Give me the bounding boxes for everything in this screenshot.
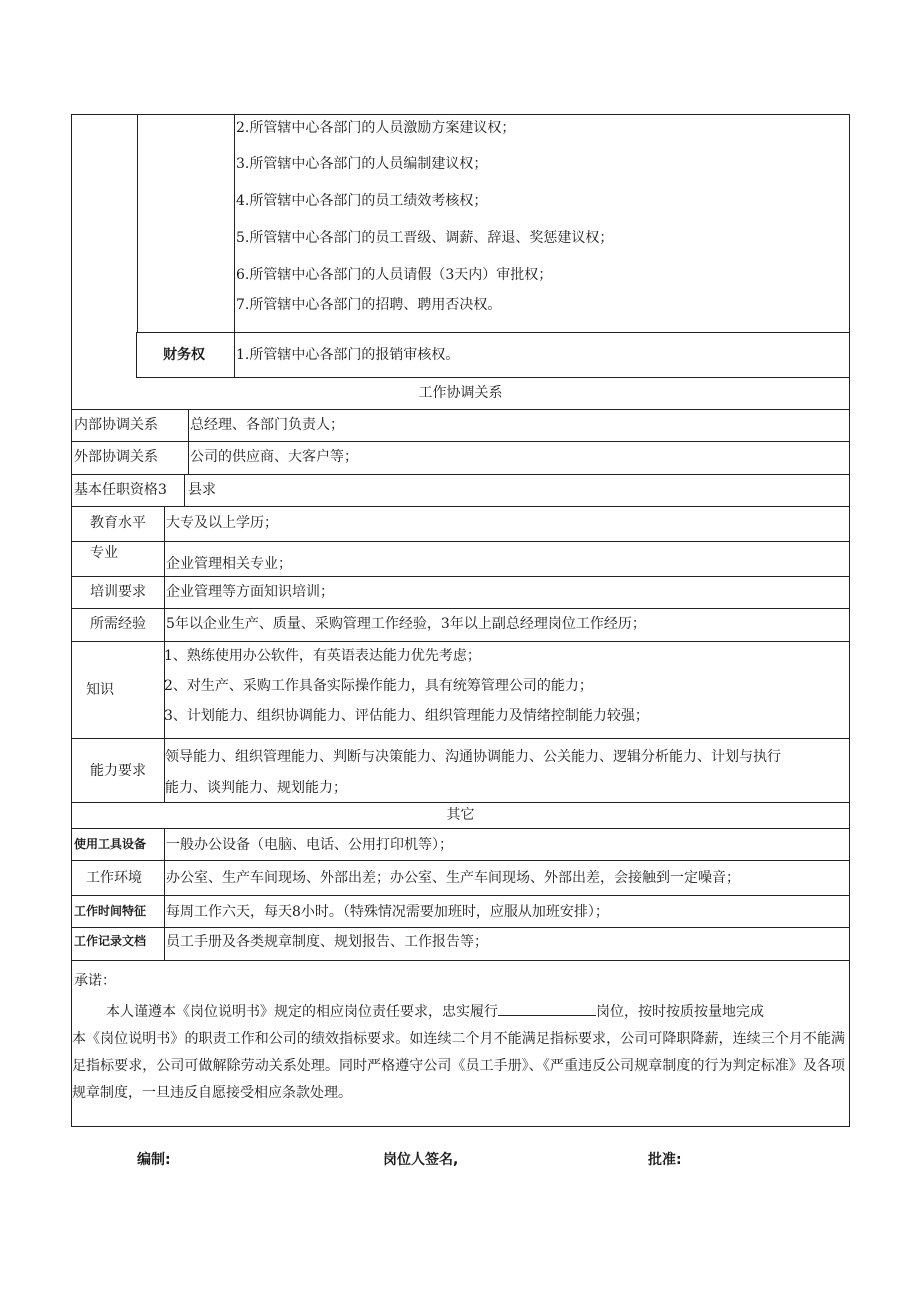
external-coordination-label: 外部协调关系 xyxy=(74,449,158,465)
experience-label: 所需经验 xyxy=(90,616,146,632)
coordination-header xyxy=(71,378,850,410)
tools-row xyxy=(71,829,850,861)
work-time-row xyxy=(71,896,850,928)
personnel-right-item: 6.所管辖中心各部门的人员请假（3天内）审批权； xyxy=(236,267,553,283)
environment-label: 工作环境 xyxy=(86,870,142,886)
personnel-right-item: 7.所管辖中心各部门的招聘、聘用否决权。 xyxy=(236,297,502,313)
personnel-right-item: 3.所管辖中心各部门的人员编制建议权； xyxy=(236,156,488,172)
coordination-title: 工作协调关系 xyxy=(418,385,503,401)
qualification-header-row xyxy=(71,475,850,507)
knowledge-item: 2、对生产、采购工作具备实际操作能力，具有统筹管理公司的能力； xyxy=(164,678,593,694)
training-row xyxy=(71,577,850,609)
pledge-rest: 本《岗位说明书》的职责工作和公司的绩效指标要求。如连续二个月不能满足指标要求，公司可降职降薪，连续三个月不能满足指标要求，公司可做解除劳动关系处理。同时严格遵守公司《员工手册》、《严重违反公司规章制度的行为判定标准》及各项规章制度，一旦违反自愿接受相应条款处理。 xyxy=(72,1031,845,1101)
pledge-block xyxy=(71,961,850,1127)
other-header xyxy=(71,803,850,829)
knowledge-row xyxy=(71,642,850,739)
records-row xyxy=(71,928,850,961)
work-time-value: 每周工作六天，每天8小时。（特殊情况需要加班时，应服从加班安排）； xyxy=(166,904,609,920)
qualification-header-label: 基本任职资格3 xyxy=(74,482,167,498)
tools-value: 一般办公设备（电脑、电话、公用打印机等）； xyxy=(166,837,453,853)
internal-coordination-label: 内部协调关系 xyxy=(74,417,158,433)
pledge-line1-after: 岗位，按时按质按量地完成 xyxy=(596,1004,764,1020)
training-label: 培训要求 xyxy=(90,584,146,600)
finance-rights-item: 1.所管辖中心各部门的报销审核权。 xyxy=(236,347,460,363)
external-coordination-value: 公司的供应商、大客户等； xyxy=(190,449,358,465)
major-label: 专业 xyxy=(90,545,118,561)
approved-by-label: 批准: xyxy=(648,1152,682,1168)
personnel-right-item: 2.所管辖中心各部门的人员激励方案建议权； xyxy=(236,120,516,136)
training-value: 企业管理等方面知识培训； xyxy=(166,584,334,600)
internal-coordination-row xyxy=(71,410,850,442)
environment-value: 办公室、生产车间现场、外部出差；办公室、生产车间现场、外部出差，会接触到一定噪音； xyxy=(166,870,740,886)
personnel-rights-block xyxy=(71,114,850,332)
knowledge-label: 知识 xyxy=(86,682,114,698)
other-title: 其它 xyxy=(446,807,475,823)
finance-rights-row xyxy=(136,332,850,378)
environment-row xyxy=(71,861,850,896)
experience-row xyxy=(71,609,850,642)
major-value: 企业管理相关专业； xyxy=(166,556,292,572)
ability-value-line2: 能力、谈判能力、规划能力； xyxy=(165,780,347,796)
ability-row xyxy=(71,739,850,803)
signee-label: 岗位人签名, xyxy=(383,1152,459,1168)
knowledge-item: 1、熟练使用办公软件，有英语表达能力优先考虑； xyxy=(164,648,481,664)
experience-value: 5年以企业生产、质量、采购管理工作经验，3年以上副总经理岗位工作经历； xyxy=(166,616,646,632)
education-value: 大专及以上学历； xyxy=(166,515,278,531)
major-row xyxy=(71,542,850,577)
position-blank xyxy=(498,1001,596,1016)
pledge-line1-before: 本人谨遵本《岗位说明书》规定的相应岗位责任要求，忠实履行 xyxy=(106,1004,498,1020)
personnel-right-item: 4.所管辖中心各部门的员工绩效考核权； xyxy=(236,193,488,209)
pledge-text xyxy=(72,999,845,1107)
qualification-header-value: 县求 xyxy=(188,482,216,498)
finance-rights-label: 财务权 xyxy=(163,347,205,363)
personnel-right-item: 5.所管辖中心各部门的员工晋级、调薪、辞退、奖惩建议权； xyxy=(236,230,614,246)
records-label: 工作记录文档 xyxy=(74,934,147,948)
knowledge-item: 3、计划能力、组织协调能力、评估能力、组织管理能力及情绪控制能力较强； xyxy=(164,708,649,724)
internal-coordination-value: 总经理、各部门负责人； xyxy=(190,417,344,433)
external-coordination-row xyxy=(71,442,850,475)
ability-value-line1: 领导能力、组织管理能力、判断与决策能力、沟通协调能力、公关能力、逻辑分析能力、计划与执行 xyxy=(165,749,781,765)
tools-label: 使用工具设备 xyxy=(74,837,147,851)
work-time-label: 工作时间特征 xyxy=(74,904,147,918)
ability-label: 能力要求 xyxy=(90,763,146,779)
job-description-table xyxy=(71,114,850,1127)
education-row xyxy=(71,507,850,542)
records-value: 员工手册及各类规章制度、规划报告、工作报告等； xyxy=(166,934,488,950)
pledge-title: 承诺： xyxy=(74,973,116,989)
compiled-by-label: 编制: xyxy=(137,1152,171,1168)
education-label: 教育水平 xyxy=(90,515,146,531)
